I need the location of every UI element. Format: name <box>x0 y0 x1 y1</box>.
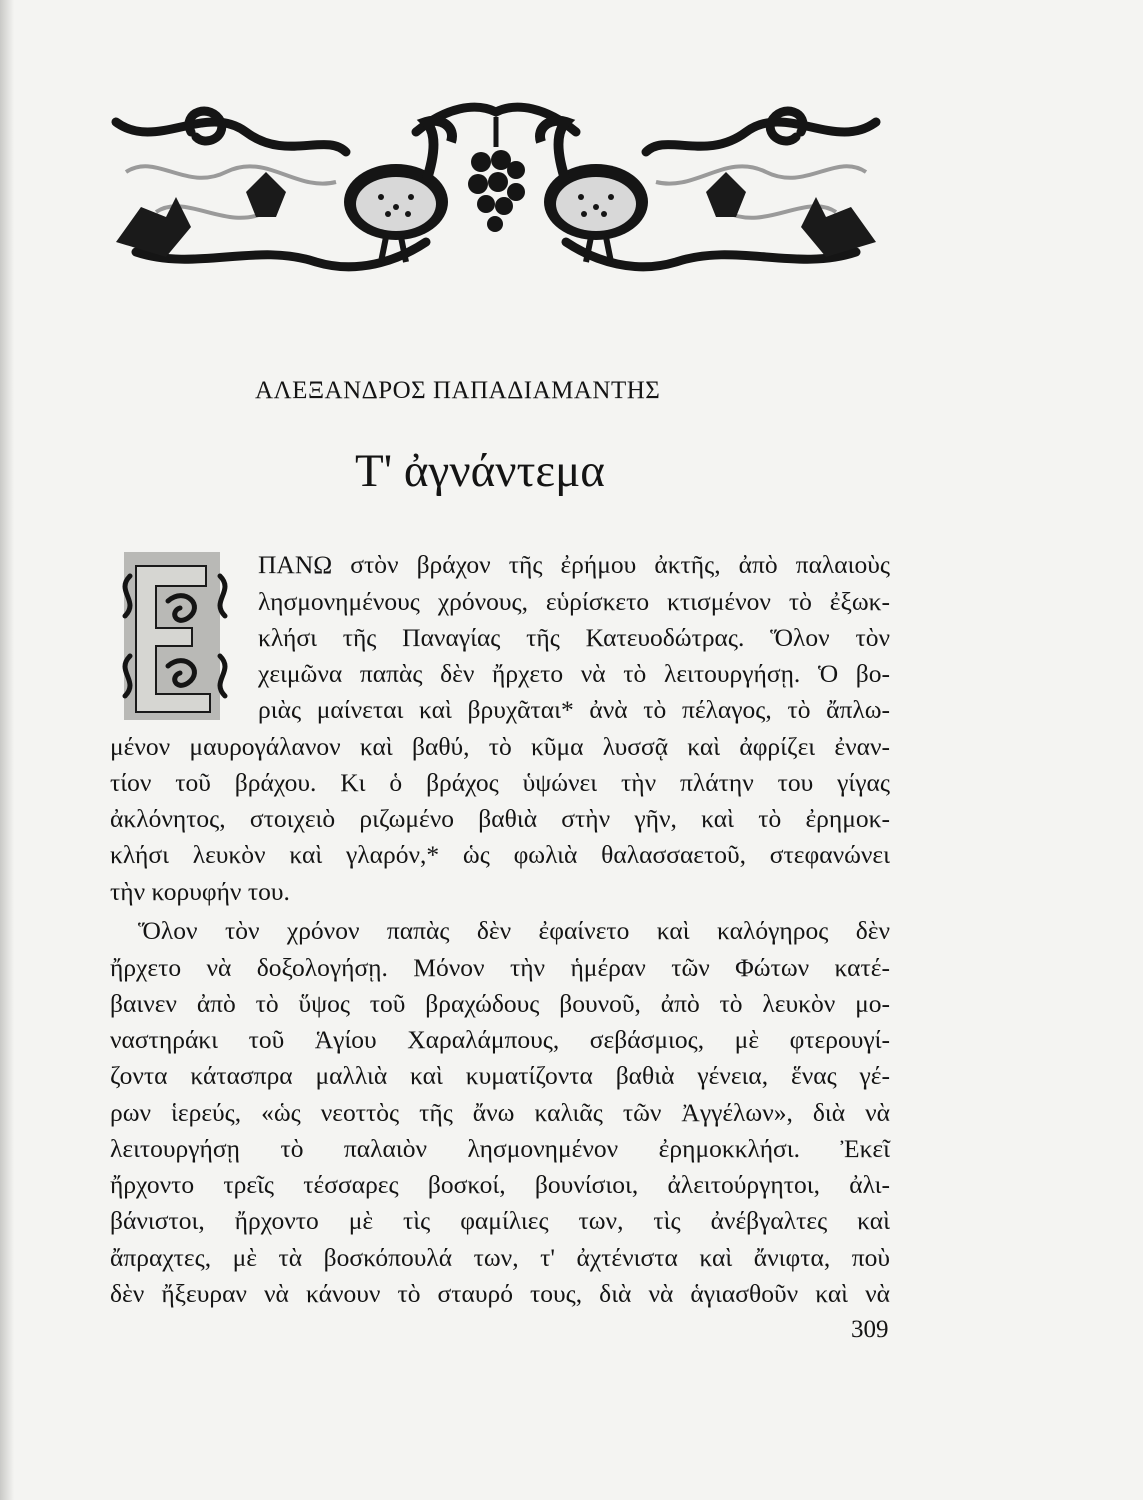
text-line: λειτουργήσῃ τὸ παλαιὸν λησμονημένον ἐρημοκκλήσι. Ἐκεῖ <box>110 1134 890 1163</box>
text-line: ριὰς μαίνεται καὶ βρυχᾶται* ἀνὰ τὸ πέλαγος, τὸ ἄπλω- <box>258 695 890 724</box>
grape-cluster-icon <box>468 117 525 232</box>
story-title: Τ' ἀγνάντεμα <box>355 445 605 497</box>
text-line: ΠΑΝΩ στὸν βράχον τῆς ἐρήμου ἀκτῆς, ἀπὸ παλαιοὺς <box>258 550 890 579</box>
text-line: μένον μαυρογάλανον καὶ βαθύ, τὸ κῦμα λυσσᾷ καὶ ἀφρίζει ἐναν- <box>110 732 890 761</box>
dropcap-e-icon <box>110 546 238 724</box>
text-line: χειμῶνα παπὰς δὲν ἤρχετο νὰ τὸ λειτουργήσῃ. Ὁ βο- <box>258 659 890 688</box>
text-line: ναστηράκι τοῦ Ἁγίου Χαραλάμπους, σεβάσμιος, μὲ φτερουγί- <box>110 1025 890 1054</box>
text-line: τίον τοῦ βράχου. Κι ὁ βράχος ὑψώνει τὴν πλάτην του γίγας <box>110 768 890 797</box>
page-number: 309 <box>851 1316 889 1343</box>
text-line: κλήσι λευκὸν καὶ γλαρόν,* ὡς φωλιὰ θαλασσαετοῦ, στεφανώνει <box>110 840 890 869</box>
text-line: ζοντα κάτασπρα μαλλιὰ καὶ κυματίζοντα βαθιὰ γένεια, ἕνας γέ- <box>110 1061 890 1090</box>
text-line: ἀκλόνητος, στοιχειὸ ριζωμένο βαθιὰ στὴν γῆν, καὶ τὸ ἐρημοκ- <box>110 804 890 833</box>
headpiece-ornament <box>96 92 896 282</box>
text-line: λησμονημένους χρόνους, εὑρίσκετο κτισμένον τὸ ἐξωκ- <box>258 587 890 616</box>
text-line: Ὅλον τὸν χρόνον παπὰς δὲν ἐφαίνετο καὶ καλόγηρος δὲν <box>138 916 890 945</box>
text-line: ἤρχετο νὰ δοξολογήσῃ. Μόνον τὴν ἡμέραν τῶν Φώτων κατέ- <box>110 953 890 982</box>
author-name: ΑΛΕΞΑΝΔΡΟΣ ΠΑΠΑΔΙΑΜΑΝΤΗΣ <box>255 377 661 404</box>
text-line: ρων ἱερεύς, «ὡς νεοττὸς τῆς ἄνω καλιᾶς τῶν Ἀγγέλων», διὰ νὰ <box>110 1098 890 1127</box>
bird-left-icon <box>344 121 452 262</box>
text-line: ἄπραχτες, μὲ τὰ βοσκόπουλά των, τ' ἀχτένιστα καὶ ἄνιφτα, ποὺ <box>110 1243 890 1272</box>
text-line: βάνιστοι, ἤρχοντο μὲ τὶς φαμίλιες των, τὶς ἀνέβγαλτες καὶ <box>110 1206 890 1235</box>
bird-right-icon <box>540 121 648 262</box>
text-line: δὲν ἤξευραν νὰ κάνουν τὸ σταυρό τους, διὰ νὰ ἁγιασθοῦν καὶ νὰ <box>110 1279 890 1308</box>
text-line: κλήσι τῆς Παναγίας τῆς Κατευοδώτρας. Ὅλον τὸν <box>258 623 890 652</box>
text-line: βαινεν ἀπὸ τὸ ὕψος τοῦ βραχώδους βουνοῦ, ἀπὸ τὸ λευκὸν μο- <box>110 989 890 1018</box>
text-line: ἤρχοντο τρεῖς τέσσαρες βοσκοί, βουνίσιοι, ἀλειτούργητοι, ἀλι- <box>110 1170 890 1199</box>
text-line: τὴν κορυφήν του. <box>110 877 290 906</box>
page-edge-shadow <box>0 0 14 1500</box>
